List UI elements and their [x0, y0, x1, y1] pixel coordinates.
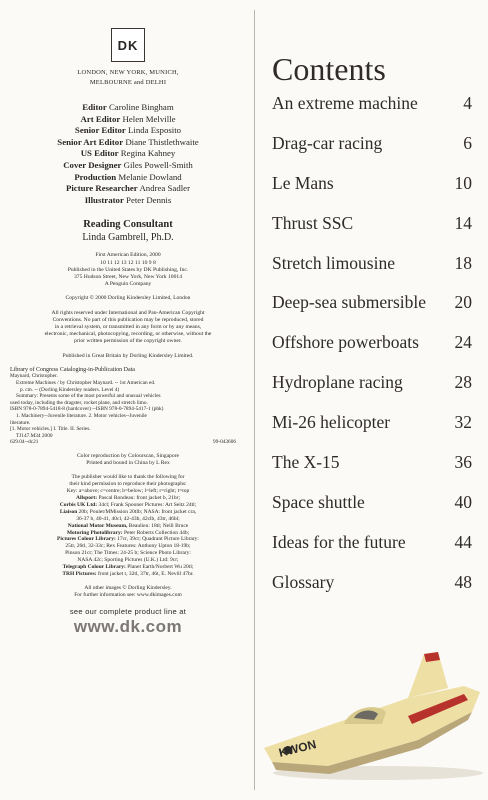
printing-line: Printed and bound in China by L Rex [86, 460, 170, 467]
toc-entry-title: Offshore powerboats [272, 332, 419, 353]
ack-text: front jacket t, 32tl, 37tr, 46t, E. Nevill 47br. [97, 571, 194, 577]
ack-source: Allsport: [75, 495, 98, 502]
toc-entry-title: Drag-car racing [272, 132, 383, 153]
toc-entry-title: Deep-sea submersible [272, 292, 427, 313]
ack-text: Beaulieu: 18tl; Neill Bruce [128, 522, 189, 529]
toc-entry-title: An extreme machine [272, 93, 418, 113]
edition-block [10, 252, 246, 288]
rights-line: in a retrieval system, or transmitted in any form or by any means, [54, 323, 202, 330]
credit-role: Senior Editor [74, 125, 126, 136]
cip-heading: Library of Congress Cataloging-in-Publication Data [10, 366, 135, 373]
cip-line: ISBN 978-0-7894-5418-8 (hardcover) --ISBN 978-0-7894-5417-1 (pbk) [10, 406, 164, 413]
credit-line [10, 183, 246, 195]
dk-logo: DK [111, 28, 145, 62]
toc-entry[interactable] [272, 133, 472, 173]
ack-text: Planet Earth/Norbert Wu 20tl; [127, 564, 194, 571]
toc-entry-page: 48 [454, 571, 472, 592]
credit-role: Picture Researcher [65, 183, 138, 194]
ack-text: Pinson 21cr; The Times: 24-25 b; Science Photo Library: [65, 550, 191, 557]
toc-entry[interactable] [272, 173, 472, 213]
ack-entry [10, 509, 246, 516]
cip-control-number: 99-043606 [213, 439, 236, 446]
toc-entry-page: 14 [454, 212, 472, 233]
toc-entry-page: 6 [463, 132, 472, 153]
toc-entry-title: Hydroplane racing [272, 372, 403, 393]
ack-text: Pascal Rondeau: front jacket b, 21br; [98, 495, 181, 502]
ack-entry [10, 502, 246, 509]
credit-role: Illustrator [84, 194, 124, 205]
toc-entry-page: 4 [463, 93, 472, 113]
ack-entry [10, 530, 246, 537]
ack-entry [10, 571, 246, 578]
credits-list [10, 102, 246, 206]
toc-entry[interactable] [272, 492, 472, 532]
ack-intro-line: The publisher would like to thank the following for [71, 474, 185, 481]
cip-line: Summary: Presents some of the most powerful and unusual vehicles [16, 393, 161, 400]
toc-entry-title: Glossary [272, 571, 335, 592]
credit-name: Helen Melville [122, 113, 176, 124]
credit-name: Regina Kahney [120, 148, 176, 159]
toc-entry[interactable] [272, 253, 472, 293]
credit-name: Peter Dennis [126, 194, 172, 205]
toc-entry-page: 32 [454, 412, 472, 433]
rights-line: Conventions. No part of this publication may be reproduced, stored [52, 316, 204, 323]
rights-block [10, 310, 246, 346]
ack-text: 17cr, 39cr; Quadrant Picture Library: [117, 536, 199, 543]
credit-line [10, 137, 246, 149]
cip-line: [1. Motor vehicles.] I. Title. II. Series. [10, 426, 91, 433]
ack-text: 25tr, 26tl, 32-33c; Rex Features: Anthony Upton 18-19b; [65, 543, 191, 550]
cip-line: 1. Machinery--Juvenile literature. 2. Motor vehicles--Juvenile [16, 412, 147, 419]
acknowledgements-block [10, 474, 246, 578]
closing-line: For further information see: www.dkimages.com [74, 591, 182, 598]
ack-entry [10, 564, 246, 571]
toc-entry[interactable] [272, 332, 472, 372]
toc-entry-title: The X-15 [272, 452, 340, 473]
toc-entry[interactable] [272, 93, 472, 133]
credit-name: Andrea Sadler [139, 183, 190, 194]
edition-line: A Penguin Company [104, 281, 152, 288]
credit-role: US Editor [80, 148, 119, 159]
toc-entry-title: Mi-26 helicopter [272, 412, 391, 433]
closing-line: All other images © Dorling Kindersley. [84, 584, 172, 591]
toc-entry-title: Space shuttle [272, 491, 365, 512]
ack-entry [10, 536, 246, 543]
ack-source: Motoring Photolibrary: [66, 529, 123, 536]
rights-line: All rights reserved under International and Pan-American Copyright [51, 309, 205, 316]
closing-block [10, 585, 246, 599]
credit-role: Art Editor [80, 113, 121, 124]
toc-list [272, 93, 472, 612]
cip-line: Maynard, Christopher. [10, 373, 58, 380]
toc-entry-title: Le Mans [272, 172, 334, 193]
toc-entry[interactable] [272, 412, 472, 452]
boat-hull-label: KWON [277, 737, 318, 760]
credit-role: Senior Art Editor [57, 136, 124, 147]
toc-entry-page: 28 [454, 372, 472, 393]
toc-entry-title: Ideas for the future [272, 531, 406, 552]
ack-entry [10, 516, 246, 523]
printing-block [10, 453, 246, 467]
cip-classification: 629.04--dc21 [10, 439, 39, 446]
copyright-line: Copyright © 2000 Dorling Kindersley Limited, London [65, 295, 191, 302]
credit-role: Cover Designer [63, 159, 122, 170]
cip-block [10, 367, 246, 446]
cip-line: used today, including the dragster, rocket plane, and stretch limo. [10, 399, 148, 406]
edition-line: 375 Hudson Street, New York, New York 10014 [74, 273, 182, 280]
cip-line: literature. [10, 419, 31, 426]
credit-name: Diane Thistlethwaite [125, 136, 199, 147]
website-url: www.dk.com [73, 616, 183, 636]
printing-line: Color reproduction by Colourscan, Singapore [76, 452, 180, 459]
rights-line: prior written permission of the copyright owner. [74, 338, 182, 345]
imprint-column [10, 28, 246, 637]
ack-entry [10, 543, 246, 550]
ack-intro-line: Key: a=above; c=centre; b=below; l=left; r=right; t=top [66, 488, 190, 495]
page-divider [254, 10, 255, 790]
toc-entry-page: 36 [454, 452, 472, 473]
toc-entry[interactable] [272, 572, 472, 612]
cip-line: Extreme Machines / by Christopher Maynard. -- 1st American ed. [16, 379, 156, 386]
published-gb-line: Published in Great Britain by Dorling Kindersley Limited. [62, 352, 194, 359]
toc-entry[interactable] [272, 292, 472, 332]
toc-entry[interactable] [272, 372, 472, 412]
credit-name: Giles Powell-Smith [123, 159, 193, 170]
cities-line: MELBOURNE and DELHI [89, 79, 167, 86]
ack-intro-line: their kind permission to reproduce their photographs: [69, 481, 187, 488]
credit-name: Linda Esposito [128, 125, 182, 136]
ack-entry [10, 557, 246, 564]
credit-line [10, 125, 246, 137]
credit-line [10, 102, 246, 114]
credit-role: Production [74, 171, 117, 182]
contents-column [272, 50, 472, 612]
ack-source: Liaison [59, 508, 78, 515]
ack-text: 36-37 b, 40-41, 40cl, 42-43b, 42clb, 43tr, 46bl; [76, 515, 180, 522]
credit-line [10, 114, 246, 126]
cip-last-row [10, 439, 246, 446]
ack-text: 34cl; Frank Spooner Pictures: Art Seitz 24tl; [98, 501, 197, 508]
cities-line: LONDON, NEW YORK, MUNICH, [77, 69, 179, 76]
rights-line: electronic, mechanical, photocopying, recording, or otherwise, without the [44, 331, 212, 338]
toc-entry-title: Thrust SSC [272, 212, 354, 233]
toc-entry-page: 24 [454, 332, 472, 353]
hydroplane-illustration [258, 628, 488, 784]
credit-line [10, 160, 246, 172]
credit-name: Caroline Bingham [108, 102, 174, 112]
credit-line [10, 195, 246, 207]
credit-line [10, 172, 246, 184]
edition-line: Published in the United States by DK Publishing, Inc. [67, 266, 189, 273]
reading-consultant-name: Linda Gambrell, Ph.D. [82, 232, 174, 244]
ack-entry [10, 495, 246, 502]
publisher-cities [10, 68, 246, 88]
ack-text: 20b; Poulet/MMission 20tlb; NASA: front jacket cra, [78, 508, 197, 515]
cip-line: TJ147.M34 2000 [16, 432, 53, 439]
toc-entry-page: 44 [454, 531, 472, 552]
edition-line: First American Edition, 2000 [95, 252, 161, 259]
contents-title: Contents [272, 51, 386, 87]
toc-entry-page: 18 [454, 252, 472, 273]
ack-source: Corbis UK Ltd: [59, 501, 98, 508]
toc-entry[interactable] [272, 213, 472, 253]
toc-entry-page: 10 [454, 172, 472, 193]
ack-source: TRH Pictures: [62, 571, 97, 577]
toc-entry-title: Stretch limousine [272, 252, 395, 273]
toc-entry-page: 40 [454, 491, 472, 512]
edition-line: 10 11 12 13 12 11 10 9 8 [100, 259, 156, 266]
cip-line: p. cm. -- (Dorling Kindersley readers. Level 4) [20, 386, 120, 393]
ack-entry [10, 523, 246, 530]
ack-source: National Motor Museum, [67, 522, 128, 529]
ack-text: NASA 42c; Sporting Pictures (U.K.) Ltd: 9cr; [77, 557, 179, 564]
toc-entry[interactable] [272, 532, 472, 572]
reading-consultant-heading: Reading Consultant [83, 219, 173, 231]
ack-source: Pictures Colour Library: [57, 536, 116, 543]
ack-text: Peter Roberts Collection 44b; [123, 529, 190, 536]
credit-role: Editor [82, 102, 107, 112]
ack-source: Telegraph Colour Library: [62, 564, 126, 571]
credit-line [10, 148, 246, 160]
toc-entry-page: 20 [454, 292, 472, 313]
toc-entry[interactable] [272, 452, 472, 492]
product-line-text: see our complete product line at [69, 606, 187, 616]
credit-name: Melanie Dowland [118, 171, 182, 182]
